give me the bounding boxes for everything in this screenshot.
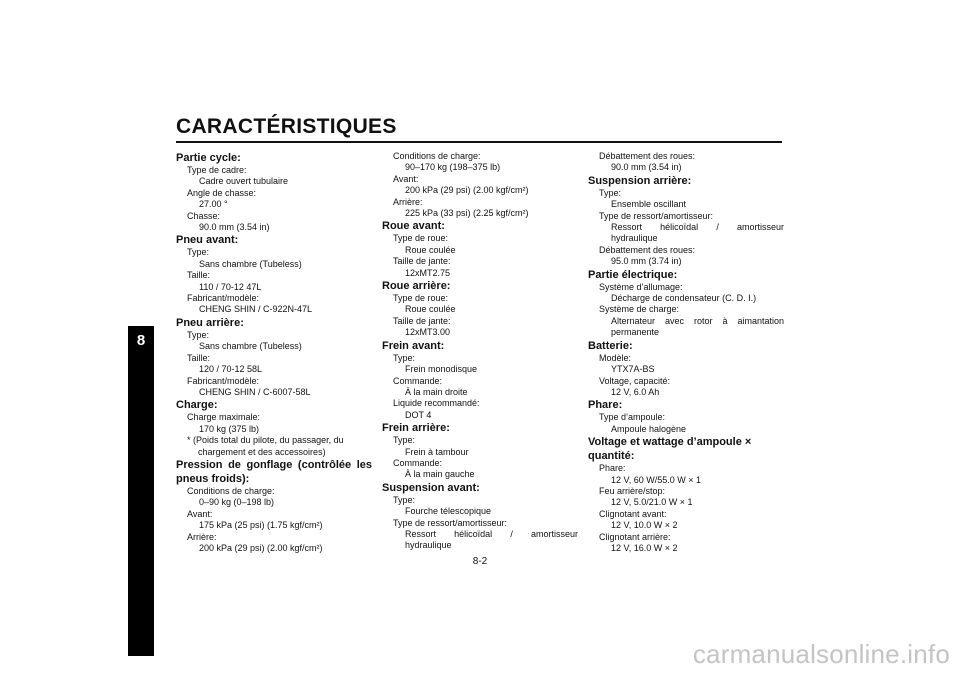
spec-value: 110 / 70-12 47L (199, 281, 262, 292)
spec-value: 200 kPa (29 psi) (2.00 kgf/cm²) (199, 542, 323, 553)
spec-label: Débattement des roues: (599, 151, 696, 161)
spec-section-heading: Partie électrique: (588, 268, 678, 281)
spec-value: 175 kPa (25 psi) (1.75 kgf/cm²) (199, 520, 323, 531)
spec-value: 90–170 kg (198–375 lb) (405, 162, 501, 173)
spec-value: Roue coulée (405, 304, 456, 315)
spec-section-heading: Charge: (176, 399, 218, 412)
spec-value: Ressort hélicoïdal / amortisseur hydraulique (405, 528, 578, 551)
spec-value: Ampoule halogène (611, 423, 687, 434)
spec-label: Type: (187, 329, 210, 340)
spec-value: Cadre ouvert tubulaire (199, 176, 289, 187)
spec-value: Sans chambre (Tubeless) (199, 258, 302, 269)
spec-label: Avant: (393, 173, 419, 184)
spec-section-heading: Pression de gonflage (contrôlée les (176, 458, 372, 471)
spec-label: Angle de chasse: (187, 187, 257, 198)
spec-label: Feu arrière/stop: (599, 485, 666, 496)
spec-value: 12 V, 5.0/21.0 W × 1 (611, 497, 693, 508)
spec-value: Ressort hélicoïdal / amortisseur hydraulique (611, 222, 784, 244)
spec-section-heading: Roue arrière: (382, 280, 451, 293)
spec-section-heading: pneus froids): (176, 472, 250, 485)
spec-label: Commande: (393, 375, 443, 386)
spec-label: Taille de jante: (393, 256, 451, 267)
spec-value: 95.0 mm (3.74 in) (611, 256, 682, 267)
spec-value: 170 kg (375 lb) (199, 423, 260, 434)
spec-label: Type d’ampoule: (599, 412, 666, 423)
spec-label: Taille de jante: (393, 315, 451, 326)
spec-label: Système d’allumage: (599, 281, 683, 292)
spec-value: 225 kPa (33 psi) (2.25 kgf/cm²) (405, 208, 529, 219)
spec-label: Arrière: (187, 531, 217, 542)
spec-value: 90.0 mm (3.54 in) (199, 222, 270, 233)
spec-value: À la main droite (405, 386, 468, 397)
spec-value: Frein à tambour (405, 446, 469, 457)
page-title: CARACTÉRISTIQUES (176, 115, 397, 138)
spec-value: À la main gauche (405, 469, 475, 480)
spec-value: 12 V, 10.0 W × 2 (611, 520, 678, 531)
spec-value: 12 V, 16.0 W × 2 (611, 542, 678, 553)
spec-column-3 (588, 151, 784, 554)
spec-section-heading: Pneu avant: (176, 234, 239, 247)
spec-value: Alternateur avec rotor à aimantation permanente (611, 315, 784, 338)
spec-label: Fabricant/modèle: (187, 375, 260, 386)
spec-label: Modèle: (599, 352, 632, 363)
spec-value: Décharge de condensateur (C. D. I.) (611, 293, 757, 304)
spec-label: Type: (187, 247, 210, 258)
spec-label: Type de cadre: (187, 165, 247, 175)
spec-label: Fabricant/modèle: (187, 293, 260, 304)
spec-label: Taille: (187, 352, 211, 363)
spec-value: DOT 4 (405, 409, 432, 420)
spec-label: Taille: (187, 270, 211, 281)
spec-value: 27.00 ° (199, 199, 228, 210)
chapter-tab (128, 326, 154, 656)
spec-label: Avant: (187, 508, 213, 519)
spec-label: Arrière: (393, 196, 423, 207)
spec-label: Conditions de charge: (187, 485, 275, 496)
spec-value: Roue coulée (405, 244, 456, 255)
spec-label: Liquide recommandé: (393, 398, 480, 409)
spec-label: Clignotant arrière: (599, 531, 671, 542)
spec-value: 120 / 70-12 58L (199, 364, 263, 375)
spec-label: Type: (393, 435, 416, 446)
spec-value: 12xMT2.75 (405, 267, 451, 278)
spec-label: Chasse: (187, 210, 221, 221)
spec-section-heading: Frein arrière: (382, 422, 450, 435)
spec-section-heading: Suspension arrière: (588, 174, 692, 187)
spec-label: Type de roue: (393, 233, 449, 244)
title-rule (176, 141, 782, 143)
watermark: carmanualsonline.info (692, 639, 950, 669)
spec-label: Conditions de charge: (393, 151, 481, 161)
chapter-number: 8 (136, 332, 146, 349)
spec-column-2 (382, 151, 578, 552)
spec-section-heading: Pneu arrière: (176, 316, 244, 329)
spec-label: Clignotant avant: (599, 508, 667, 519)
spec-label: Type de roue: (393, 293, 449, 304)
spec-value: 90.0 mm (3.54 in) (611, 162, 682, 173)
spec-value: CHENG SHIN / C-922N-47L (199, 304, 313, 315)
spec-value: 12 V, 6.0 Ah (611, 386, 660, 397)
spec-label: Type de ressort/amortisseur: (393, 517, 508, 528)
spec-label: Débattement des roues: (599, 244, 696, 255)
spec-column-1 (176, 151, 372, 554)
spec-value: 200 kPa (29 psi) (2.00 kgf/cm²) (405, 185, 529, 196)
spec-label: Type de ressort/amortisseur: (599, 210, 714, 221)
spec-label: Charge maximale: (187, 412, 261, 423)
spec-note: * (Poids total du pilote, du passager, du chargement et des accessoires) (187, 435, 344, 457)
spec-section-heading: Partie cycle: (176, 152, 241, 164)
spec-label: Type: (599, 187, 622, 198)
spec-section-heading: Suspension avant: (382, 481, 480, 494)
spec-label: Commande: (393, 457, 443, 468)
spec-label: Système de charge: (599, 304, 680, 315)
spec-section-heading: Phare: (588, 399, 623, 412)
spec-section-heading: Frein avant: (382, 339, 445, 352)
spec-label: Type: (393, 352, 416, 363)
spec-label: Type: (393, 494, 416, 505)
spec-section-heading: Voltage et wattage d’ampoule × quantité: (588, 436, 752, 463)
spec-value: Ensemble oscillant (611, 199, 687, 210)
spec-value: Fourche télescopique (405, 506, 492, 517)
page-number: 8-2 (472, 556, 488, 567)
spec-value: 12xMT3.00 (405, 327, 451, 338)
spec-value: YTX7A-BS (611, 364, 655, 375)
spec-section-heading: Batterie: (588, 339, 633, 352)
spec-value: CHENG SHIN / C-6007-58L (199, 386, 311, 397)
spec-value: 12 V, 60 W/55.0 W × 1 (611, 474, 701, 485)
spec-section-heading: Roue avant: (382, 220, 445, 233)
spec-value: Sans chambre (Tubeless) (199, 341, 302, 352)
spec-label: Voltage, capacité: (599, 375, 671, 386)
spec-label: Phare: (599, 463, 626, 474)
spec-value: Frein monodisque (405, 364, 478, 375)
spec-value: 0–90 kg (0–198 lb) (199, 497, 275, 508)
